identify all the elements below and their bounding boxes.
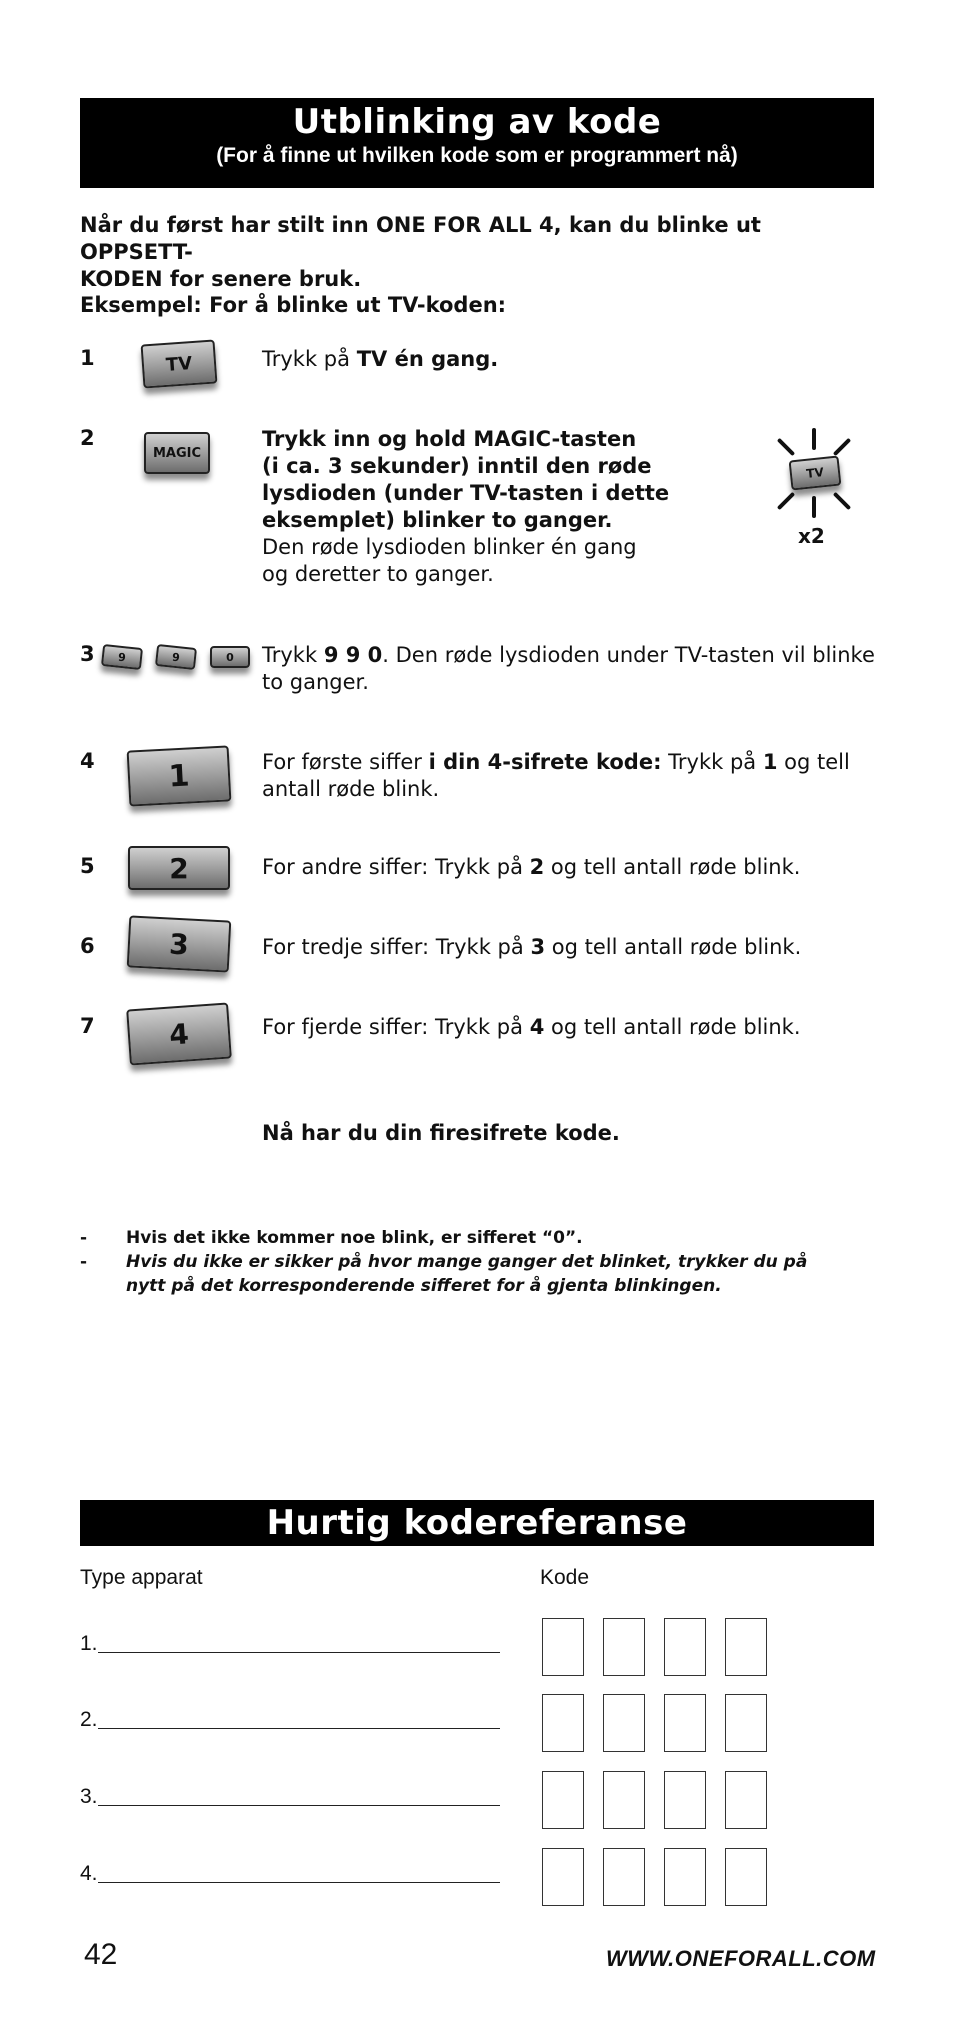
code-box-1-4[interactable] xyxy=(725,1618,767,1676)
tv-key-icon: TV xyxy=(141,339,218,388)
led-blink-icon xyxy=(764,424,864,520)
section-title: Utblinking av kode xyxy=(292,102,662,142)
device-row-2: 2. xyxy=(80,1708,500,1732)
conclusion-text: Nå har du din firesifrete kode. xyxy=(262,1121,620,1145)
code-box-2-4[interactable] xyxy=(725,1694,767,1752)
device-row-4: 4. xyxy=(80,1862,500,1886)
device-entry-line-3[interactable] xyxy=(98,1786,500,1806)
device-row-1: 1. xyxy=(80,1632,500,1656)
code-box-3-3[interactable] xyxy=(664,1771,706,1829)
step-number-2: 2 xyxy=(80,426,95,450)
device-entry-line-4[interactable] xyxy=(98,1863,500,1883)
digit-key-9-icon: 9 xyxy=(101,644,143,670)
example-heading: Eksempel: For å blinke ut TV-koden: xyxy=(80,293,507,317)
column-header-device: Type apparat xyxy=(80,1566,203,1589)
digit-key-0-icon: 0 xyxy=(210,646,250,668)
digit-key-3-icon: 3 xyxy=(127,915,232,972)
led-ray-bottom xyxy=(812,496,816,518)
column-header-code: Kode xyxy=(540,1566,590,1589)
digit-key-2-icon: 2 xyxy=(128,846,230,890)
code-box-1-3[interactable] xyxy=(664,1618,706,1676)
section2-title: Hurtig kodereferanse xyxy=(266,1503,688,1543)
digit-key-9b-icon: 9 xyxy=(155,644,197,670)
code-box-1-1[interactable] xyxy=(542,1618,584,1676)
code-box-2-2[interactable] xyxy=(603,1694,645,1752)
step-text-6: For tredje siffer: Trykk på 3 og tell antall røde blink. xyxy=(262,935,802,959)
led-ray-bottom-left xyxy=(777,492,795,510)
note-1: - Hvis det ikke kommer noe blink, er sifferet “0”. xyxy=(80,1228,583,1248)
magic-key-icon: MAGIC xyxy=(144,432,210,474)
section-banner-blinking xyxy=(80,98,874,188)
step-number-3: 3 xyxy=(80,642,95,666)
website-url[interactable]: WWW.ONEFORALL.COM xyxy=(606,1946,876,1971)
page-number: 42 xyxy=(84,1938,118,1971)
code-box-2-1[interactable] xyxy=(542,1694,584,1752)
step-text-2: Trykk inn og hold MAGIC-tasten (i ca. 3 sekunder) inntil den røde lysdioden (under TV-tasten i dette eksemplet) blinker to ganger. Den røde lysdioden blinker én gang og deretter to ganger. xyxy=(262,427,670,586)
digit-key-1-icon: 1 xyxy=(127,745,232,806)
step-number-5: 5 xyxy=(80,854,95,878)
step-text-5: For andre siffer: Trykk på 2 og tell antall røde blink. xyxy=(262,855,801,879)
step-number-4: 4 xyxy=(80,749,95,773)
step-number-1: 1 xyxy=(80,346,95,370)
led-ray-top-left xyxy=(777,438,795,456)
step-number-6: 6 xyxy=(80,934,95,958)
code-box-1-2[interactable] xyxy=(603,1618,645,1676)
step-text-7: For fjerde siffer: Trykk på 4 og tell antall røde blink. xyxy=(262,1015,801,1039)
step-number-7: 7 xyxy=(80,1014,95,1038)
section-subtitle: (For å finne ut hvilken kode som er programmert nå) xyxy=(216,144,738,167)
device-entry-line-2[interactable] xyxy=(98,1709,500,1729)
code-box-4-4[interactable] xyxy=(725,1848,767,1906)
led-tv-key-icon: TV xyxy=(789,455,842,490)
led-ray-top-right xyxy=(833,438,851,456)
code-box-4-1[interactable] xyxy=(542,1848,584,1906)
device-row-3: 3. xyxy=(80,1785,500,1809)
step-text-3: Trykk 9 9 0. Den røde lysdioden under TV-tasten vil blinke to ganger. xyxy=(262,643,875,694)
section-banner-quick-reference xyxy=(80,1500,874,1546)
device-entry-line-1[interactable] xyxy=(98,1633,500,1653)
code-box-3-1[interactable] xyxy=(542,1771,584,1829)
blink-multiplier: x2 xyxy=(798,524,825,548)
code-box-3-2[interactable] xyxy=(603,1771,645,1829)
code-box-3-4[interactable] xyxy=(725,1771,767,1829)
code-box-2-3[interactable] xyxy=(664,1694,706,1752)
step-text-4: For første siffer i din 4-sifrete kode: Trykk på 1 og tell antall røde blink. xyxy=(262,750,850,801)
code-box-4-3[interactable] xyxy=(664,1848,706,1906)
step-text-1: Trykk på TV én gang. xyxy=(262,347,499,371)
code-box-4-2[interactable] xyxy=(603,1848,645,1906)
led-ray-top xyxy=(812,428,816,450)
note-2: - Hvis du ikke er sikker på hvor mange ganger det blinket, trykker du på nytt på det korresponderende sifferet for å gjenta blinkingen. xyxy=(80,1252,808,1296)
led-ray-bottom-right xyxy=(833,492,851,510)
intro-text: Når du først har stilt inn ONE FOR ALL 4, kan du blinke ut OPPSETT- KODEN for senere bruk. xyxy=(80,213,761,291)
digit-key-4-icon: 4 xyxy=(126,1003,232,1066)
